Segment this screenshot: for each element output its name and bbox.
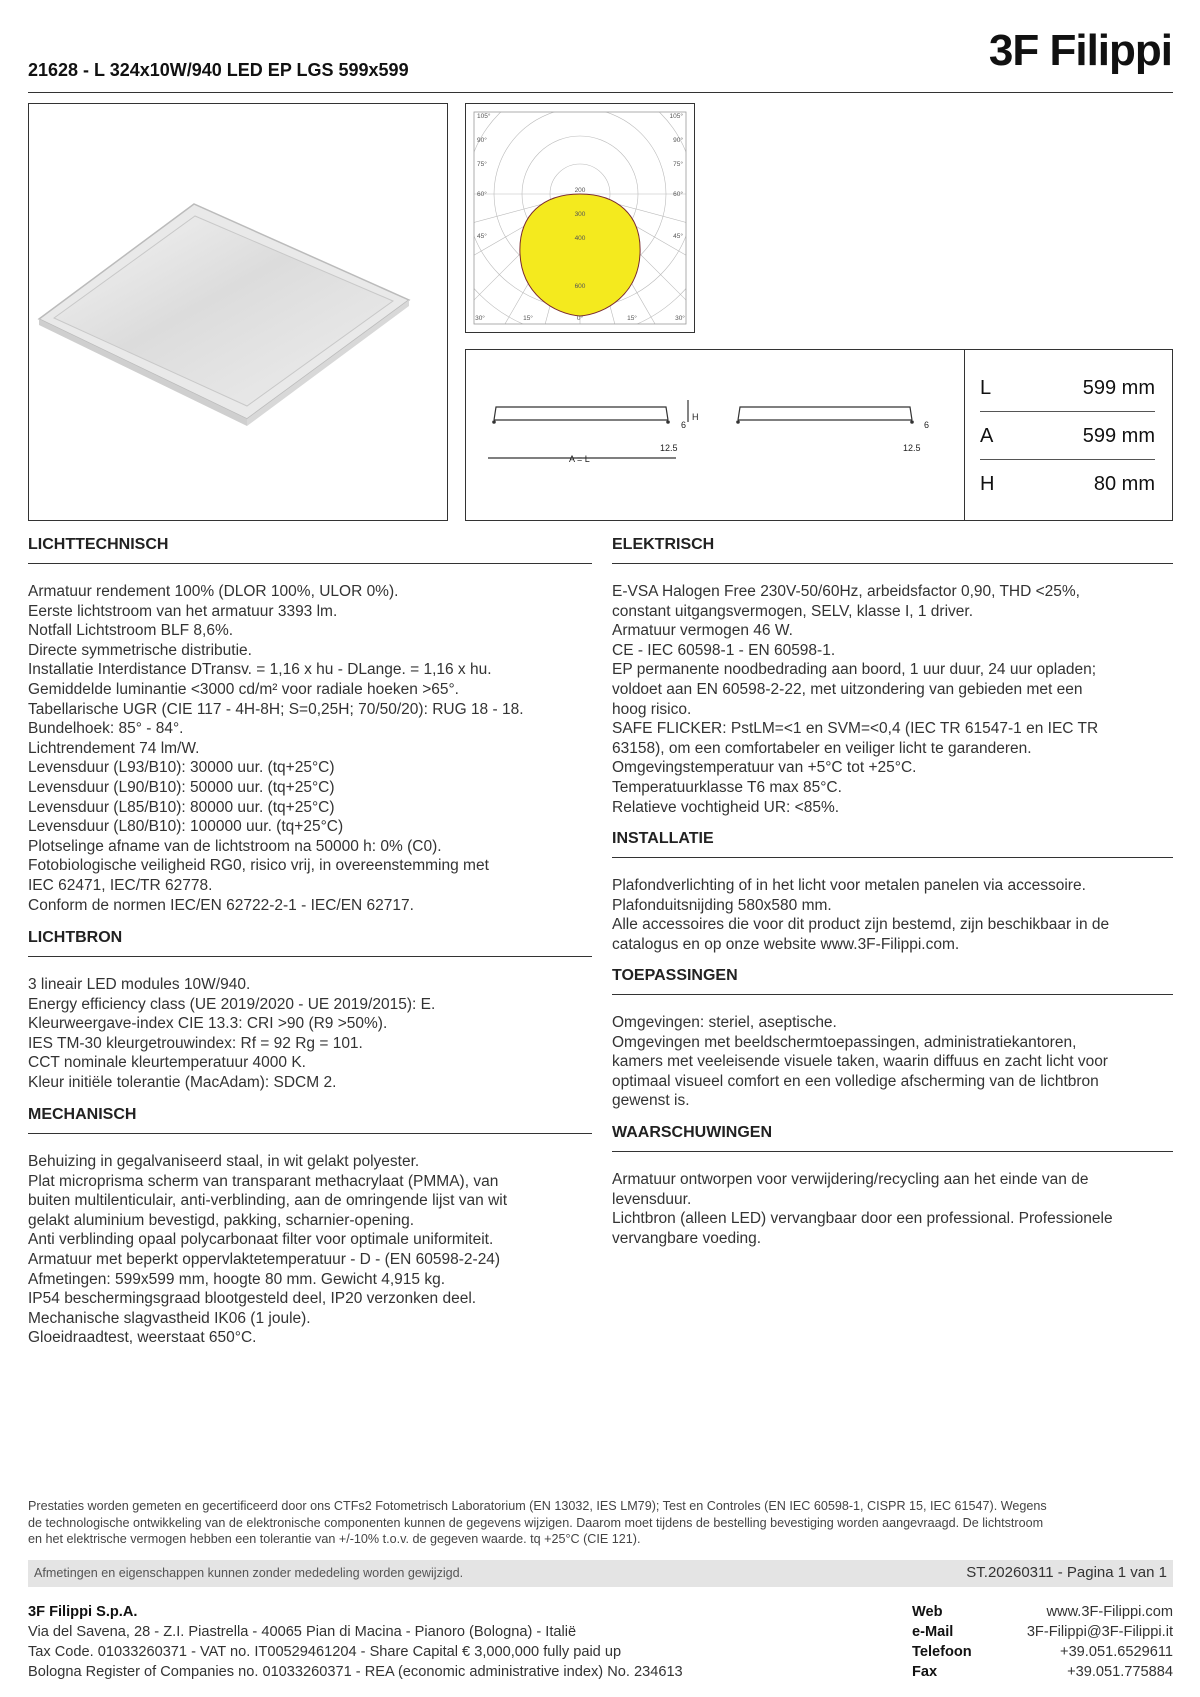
section-line: Fotobiologische veiligheid RG0, risico vrij, in overeenstemming met (28, 857, 489, 875)
section-title: LICHTBRON (28, 929, 592, 957)
section-line: Omgevingstemperatuur van +5°C tot +25°C. (612, 759, 917, 777)
fax-value: +39.051.775884 (1067, 1664, 1173, 1680)
disclaimer-text: Afmetingen en eigenschappen kunnen zonder mededeling worden gewijzigd. (34, 1566, 464, 1580)
section-line: Kleurweergave-index CIE 13.3: CRI >90 (R9 >50%). (28, 1015, 388, 1033)
section-line: IP54 beschermingsgraad blootgesteld deel, IP20 verzonken deel. (28, 1290, 477, 1308)
section-waarschuwingen (612, 1124, 1173, 1248)
polar-label: 300 (574, 211, 586, 218)
section-line: Plat microprisma scherm van transparant methacrylaat (PMMA), van (28, 1172, 499, 1190)
section-lichtbron (28, 929, 592, 1093)
dim-h-label: H (692, 412, 699, 422)
dimension-value: 599 mm (1082, 424, 1155, 447)
section-line: gelakt aluminium bevestigd, pakking, scharnier-opening. (28, 1211, 414, 1229)
section-body (28, 1152, 592, 1348)
section-body (612, 582, 1173, 817)
polar-label: 60° (673, 191, 683, 198)
page-number: ST.20260311 - Pagina 1 van 1 (966, 1564, 1167, 1581)
section-line: Omgevingen: steriel, aseptische. (612, 1014, 837, 1031)
section-line: Directe symmetrische distributie. (28, 641, 252, 659)
section-line: Behuizing in gegalvaniseerd staal, in wit gelakt polyester. (28, 1153, 420, 1170)
section-line: Armatuur met beperkt oppervlaktetemperatuur - D - (EN 60598-2-24) (28, 1250, 501, 1268)
section-line: buiten multilenticulair, anti-verblinding, aan de omringende lijst van wit (28, 1192, 508, 1210)
section-line: Levensduur (L80/B10): 100000 uur. (tq+25°C) (28, 818, 344, 836)
section-line: Armatuur rendement 100% (DLOR 100%, ULOR 0%). (28, 583, 399, 600)
polar-label: 400 (574, 235, 586, 242)
section-line: Omgevingen met beeldschermtoepassingen, administratiekantoren, (612, 1033, 1077, 1051)
section-line: kamers met veeleisende visuele taken, waarin diffuus en zacht licht voor (612, 1053, 1108, 1071)
section-line: vervangbare voeding. (612, 1229, 762, 1247)
polar-label: 45° (673, 233, 683, 240)
polar-label: 105° (477, 113, 491, 120)
dimension-key: H (980, 472, 995, 495)
section-line: Conform de normen IEC/EN 62722-2-1 - IEC/EN 62717. (28, 896, 414, 914)
section-line: Afmetingen: 599x599 mm, hoogte 80 mm. Gewicht 4,915 kg. (28, 1270, 446, 1288)
section-line: hoog risico. (612, 700, 692, 718)
dimension-divider (980, 411, 1155, 412)
polar-label: 105° (669, 113, 683, 120)
contact-key: Web (912, 1604, 943, 1620)
section-body (612, 1170, 1173, 1248)
section-title: INSTALLATIE (612, 830, 1173, 858)
polar-label: 15° (627, 315, 637, 322)
section-line: Levensduur (L90/B10): 50000 uur. (tq+25°C) (28, 778, 335, 796)
polar-label: 60° (477, 191, 487, 198)
section-line: voldoet aan EN 60598-2-22, met uitzondering van gebieden met een (612, 680, 1083, 698)
footnote (28, 1498, 1178, 1548)
section-line: Plafondverlichting of in het licht voor metalen panelen via accessoire. (612, 877, 1086, 894)
section-line: Lichtbron (alleen LED) vervangbaar door een professional. Professionele (612, 1210, 1113, 1228)
section-installatie (612, 830, 1173, 954)
web-link[interactable]: www.3F-Filippi.com (1046, 1604, 1173, 1620)
section-line: Armatuur ontworpen voor verwijdering/recycling aan het einde van de (612, 1171, 1089, 1188)
section-line: IEC 62471, IEC/TR 62778. (28, 876, 213, 894)
dimension-key: A (980, 424, 994, 447)
contact-key: Fax (912, 1664, 938, 1680)
section-line: Energy efficiency class (UE 2019/2020 - UE 2019/2015): E. (28, 995, 436, 1013)
section-line: Relatieve vochtigheid UR: <85%. (612, 798, 840, 816)
polar-label: 200 (574, 187, 586, 194)
section-line: catalogus en op onze website www.3F-Filippi.com. (612, 935, 960, 953)
section-line: Installatie Interdistance DTransv. = 1,16 x hu - DLange. = 1,16 x hu. (28, 661, 492, 679)
section-line: Lichtrendement 74 lm/W. (28, 739, 200, 757)
company-name: 3F Filippi S.p.A. (28, 1604, 138, 1620)
polar-diagram-box (465, 103, 695, 333)
product-image (29, 104, 447, 520)
section-line: CE - IEC 60598-1 - EN 60598-1. (612, 641, 836, 659)
polar-label: 90° (477, 137, 487, 144)
contact-key: e-Mail (912, 1624, 954, 1640)
section-line: Eerste lichtstroom van het armatuur 3393 lm. (28, 602, 338, 620)
section-line: E-VSA Halogen Free 230V-50/60Hz, arbeidsfactor 0,90, THD <25%, (612, 583, 1080, 600)
header-divider (28, 92, 1173, 93)
product-image-box (28, 103, 448, 521)
section-body (28, 582, 592, 915)
section-title: WAARSCHUWINGEN (612, 1124, 1173, 1152)
section-title: ELEKTRISCH (612, 536, 1173, 564)
company-info (28, 1602, 683, 1682)
section-mechanisch (28, 1106, 592, 1348)
polar-label: 90° (673, 137, 683, 144)
footnote-line: de technologische ontwikkeling van de elektronische componenten kunnen de gegevens wijzigen. Daarom moet tijdens de bestelling bevestiging worden aangevraagd. De lichtstroom (28, 1515, 1044, 1530)
contact-row-web (912, 1602, 1173, 1622)
section-line: Anti verblinding opaal polycarbonaat filter voor optimale uniformiteit. (28, 1231, 494, 1249)
dim-6-label: 6 (681, 420, 687, 430)
polar-label: 45° (477, 233, 487, 240)
dim-12-5-label: 12.5 (660, 443, 678, 453)
section-line: Alle accessoires die voor dit product zijn bestemd, zijn beschikbaar in de (612, 916, 1110, 934)
polar-label: 600 (574, 283, 586, 290)
section-line: optimaal visueel comfort en een volledige afscherming van de lichtbron (612, 1072, 1099, 1090)
dim-a-l-label: A = L (569, 454, 590, 464)
contact-row-phone (912, 1642, 1173, 1662)
dim-6-right-label: 6 (924, 420, 930, 430)
polar-label: 75° (673, 161, 683, 168)
section-title: LICHTTECHNISCH (28, 536, 592, 564)
section-line: SAFE FLICKER: PstLM=<1 en SVM=<0,4 (IEC TR 61547-1 en IEC TR (612, 720, 1099, 738)
section-line: Notfall Lichtstroom BLF 8,6%. (28, 622, 234, 640)
section-line: 3 lineair LED modules 10W/940. (28, 976, 251, 993)
footnote-line: Prestaties worden gemeten en gecertificeerd door ons CTFs2 Fotometrisch Laboratorium (EN 13032, IES LM79); Test en Controles (EN IEC 60598-1, CISPR 15, IEC 61547). Wegens (28, 1499, 1047, 1513)
polar-label: 30° (475, 315, 485, 322)
section-line: Tabellarische UGR (CIE 117 - 4H-8H; S=0,25H; 70/50/20): RUG 18 - 18. (28, 700, 524, 718)
section-line: 63158), om een comfortabeler en veiliger licht te garanderen. (612, 739, 1032, 757)
dimension-value: 599 mm (1082, 376, 1155, 399)
section-line: Mechanische slagvastheid IK06 (1 joule). (28, 1309, 311, 1327)
company-register: Bologna Register of Companies no. 01033260371 - REA (economic administrative index) No. 234613 (28, 1664, 683, 1680)
footnote-line: en het elektrische vermogen hebben een tolerantie van +/-10% t.o.v. de gegeven waarde. tq +25°C (CIE 121). (28, 1532, 641, 1546)
company-tax: Tax Code. 01033260371 - VAT no. IT00529461204 - Share Capital € 3,000,000 fully paid up (28, 1644, 622, 1660)
email-link[interactable]: 3F-Filippi@3F-Filippi.it (1026, 1624, 1173, 1640)
section-title: MECHANISCH (28, 1106, 592, 1134)
dimension-value: 80 mm (1093, 472, 1155, 495)
dimension-key: L (980, 376, 992, 399)
section-body (612, 1013, 1173, 1111)
contact-info (912, 1602, 1173, 1682)
polar-label: 30° (675, 315, 685, 322)
section-lichttechnisch (28, 536, 592, 915)
phone-value: +39.051.6529611 (1060, 1644, 1173, 1660)
section-title: TOEPASSINGEN (612, 967, 1173, 995)
section-line: Temperatuurklasse T6 max 85°C. (612, 778, 842, 796)
dimension-row-h (980, 462, 1155, 506)
section-line: levensduur. (612, 1190, 692, 1208)
section-line: Levensduur (L85/B10): 80000 uur. (tq+25°C) (28, 798, 335, 816)
dim-12-5-right-label: 12.5 (903, 443, 921, 453)
technical-drawing-box (465, 349, 965, 521)
section-line: IES TM-30 kleurgetrouwindex: Rf = 92 Rg = 101. (28, 1034, 363, 1052)
contact-row-fax (912, 1662, 1173, 1682)
disclaimer-bar (28, 1560, 1173, 1587)
section-line: Gloeidraadtest, weerstaat 650°C. (28, 1329, 257, 1347)
contact-key: Telefoon (912, 1644, 972, 1660)
polar-label: 75° (477, 161, 487, 168)
technical-drawing (466, 350, 964, 520)
polar-label: 15° (523, 315, 533, 322)
section-elektrisch (612, 536, 1173, 817)
dimension-divider (980, 459, 1155, 460)
section-line: Kleur initiële tolerantie (MacAdam): SDCM 2. (28, 1073, 337, 1091)
contact-row-email (912, 1622, 1173, 1642)
section-line: gewenst is. (612, 1092, 690, 1110)
section-line: Gemiddelde luminantie <3000 cd/m² voor radiale hoeken >65°. (28, 680, 459, 698)
section-line: constant uitgangsvermogen, SELV, klasse I, 1 driver. (612, 602, 974, 620)
section-line: EP permanente noodbedrading aan boord, 1 uur duur, 24 uur opladen; (612, 661, 1097, 679)
section-line: CCT nominale kleurtemperatuur 4000 K. (28, 1054, 306, 1072)
section-toepassingen (612, 967, 1173, 1111)
dimension-row-a (980, 414, 1155, 458)
section-line: Armatuur vermogen 46 W. (612, 622, 793, 640)
section-line: Levensduur (L93/B10): 30000 uur. (tq+25°C) (28, 759, 335, 777)
section-line: Plafonduitsnijding 580x580 mm. (612, 896, 832, 914)
section-body (612, 876, 1173, 954)
company-address: Via del Savena, 28 - Z.I. Piastrella - 40065 Pian di Macina - Pianoro (Bologna) - Italië (28, 1624, 577, 1640)
section-body (28, 975, 592, 1093)
section-line: Bundelhoek: 85° - 84°. (28, 720, 184, 738)
polar-diagram (466, 104, 694, 332)
page-title: 21628 - L 324x10W/940 LED EP LGS 599x599 (28, 60, 409, 80)
dimension-row-l (980, 366, 1155, 410)
brand-logo: 3F Filippi (988, 26, 1172, 75)
section-line: Plotselinge afname van de lichtstroom na 50000 h: 0% (C0). (28, 837, 442, 855)
polar-label: 0° (576, 315, 584, 322)
